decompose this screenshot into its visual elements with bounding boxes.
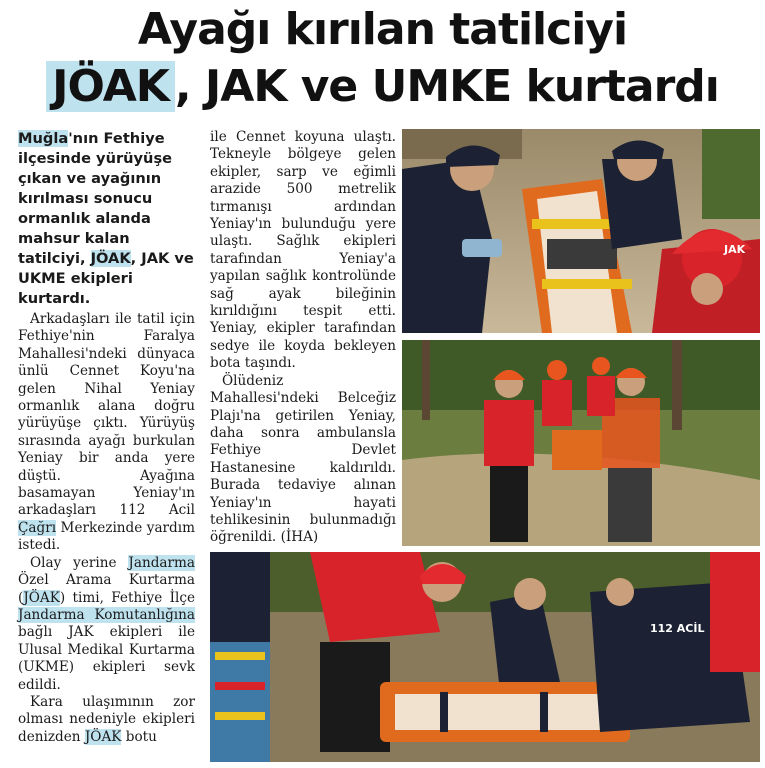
lead-highlight-joak: JÖAK xyxy=(90,250,131,267)
lead-text-2: , JAK ve UKME ekipleri kurtardı. xyxy=(18,250,194,307)
paragraph-1-end: Merkezinde yardım istedi. xyxy=(18,519,195,554)
column-2-paragraph-2: Ölüdeniz Mahallesi'ndeki Belceğiz Plajı'na getirilen Yeniay, daha sonra ambulansla Fethiye Devlet Hastanesine kaldırıldı. Burada tedaviye alınan Yeniay'ın hayati tehlikesinin bulunmadığı öğrenildi. (İHA) xyxy=(210,372,396,546)
paragraph-2 xyxy=(18,555,195,694)
photo-team-with-patient xyxy=(210,552,760,762)
article-lead xyxy=(18,129,195,309)
photo-rescuers-carrying-stretcher xyxy=(402,340,760,546)
headline-line-2-rest: , JAK ve UMKE kurtardı xyxy=(174,61,719,112)
paragraph-1-text: Arkadaşları ile tatil için Fethiye'nin Faralya Mahallesi'ndeki dünyaca ünlü Cennet Koyu'na gelen Nihal Yeniay ormanlık alana doğru yürüyüşe çıktı. Yürüyüş sırasında ayağı burkulan Yeniay bir anda yere düştü. Ayağına basamayan Yeniay'ın arkadaşları 112 Acil xyxy=(18,311,195,519)
paragraph-2-highlight-1: Jandarma xyxy=(128,554,195,571)
article-column-1 xyxy=(18,129,195,746)
lead-text-1: 'nın Fethiye ilçesinde yürüyüşe çıkan ve ayağının kırılması sonucu ormanlık alanda mahsur kalan tatilciyi, xyxy=(18,130,173,267)
column-2-paragraph-1: ile Cennet koyuna ulaştı. Tekneyle bölgeye gelen ekipler, sarp ve eğimli arazide 500 metrelik tırmanışı ardından Yeniay'ın bulunduğu yere ulaştı. Sağlık ekipleri tarafından Yeniay'a yapılan sağlık kontrolünde sağ ayak bileğinin kırıldığını tespit etti. Yeniay, ekipler tarafından sedye ile koyda bekleyen bota taşındı. xyxy=(210,129,396,372)
photo-rescuers-at-stretcher xyxy=(402,129,760,333)
headline-line-2 xyxy=(0,60,765,114)
paragraph-1 xyxy=(18,311,195,555)
paragraph-2-start: Olay yerine xyxy=(30,554,129,571)
paragraph-3-end: botu xyxy=(121,728,157,745)
paragraph-2-mid-1: Özel Arama Kurtarma ( xyxy=(18,572,195,606)
lead-highlight-mugla: Muğla xyxy=(18,130,69,147)
vest-label: 112 ACİL xyxy=(650,622,705,635)
paragraph-3 xyxy=(18,694,195,746)
article-column-2 xyxy=(210,129,396,547)
paragraph-2-end: bağlı JAK ekipleri ile Ulusal Medikal Kurtarma (UKME) ekipleri sevk edildi. xyxy=(18,624,195,693)
paragraph-2-highlight-2: JÖAK xyxy=(23,589,60,606)
headline-line-1: Ayağı kırılan tatilciyi xyxy=(137,4,628,55)
paragraph-3-highlight: JÖAK xyxy=(84,728,122,745)
headline-highlight: JÖAK xyxy=(46,61,175,112)
paragraph-2-highlight-3: Jandarma Komutanlığına xyxy=(18,606,195,623)
paragraph-3-start: Kara ulaşımının zor olması nedeniyle ekipleri denizden xyxy=(18,693,195,745)
paragraph-2-mid-2: ) timi, Fethiye İlçe xyxy=(59,589,195,606)
helmet-label: JAK xyxy=(724,243,746,256)
paragraph-1-highlight: Çağrı xyxy=(18,519,57,536)
